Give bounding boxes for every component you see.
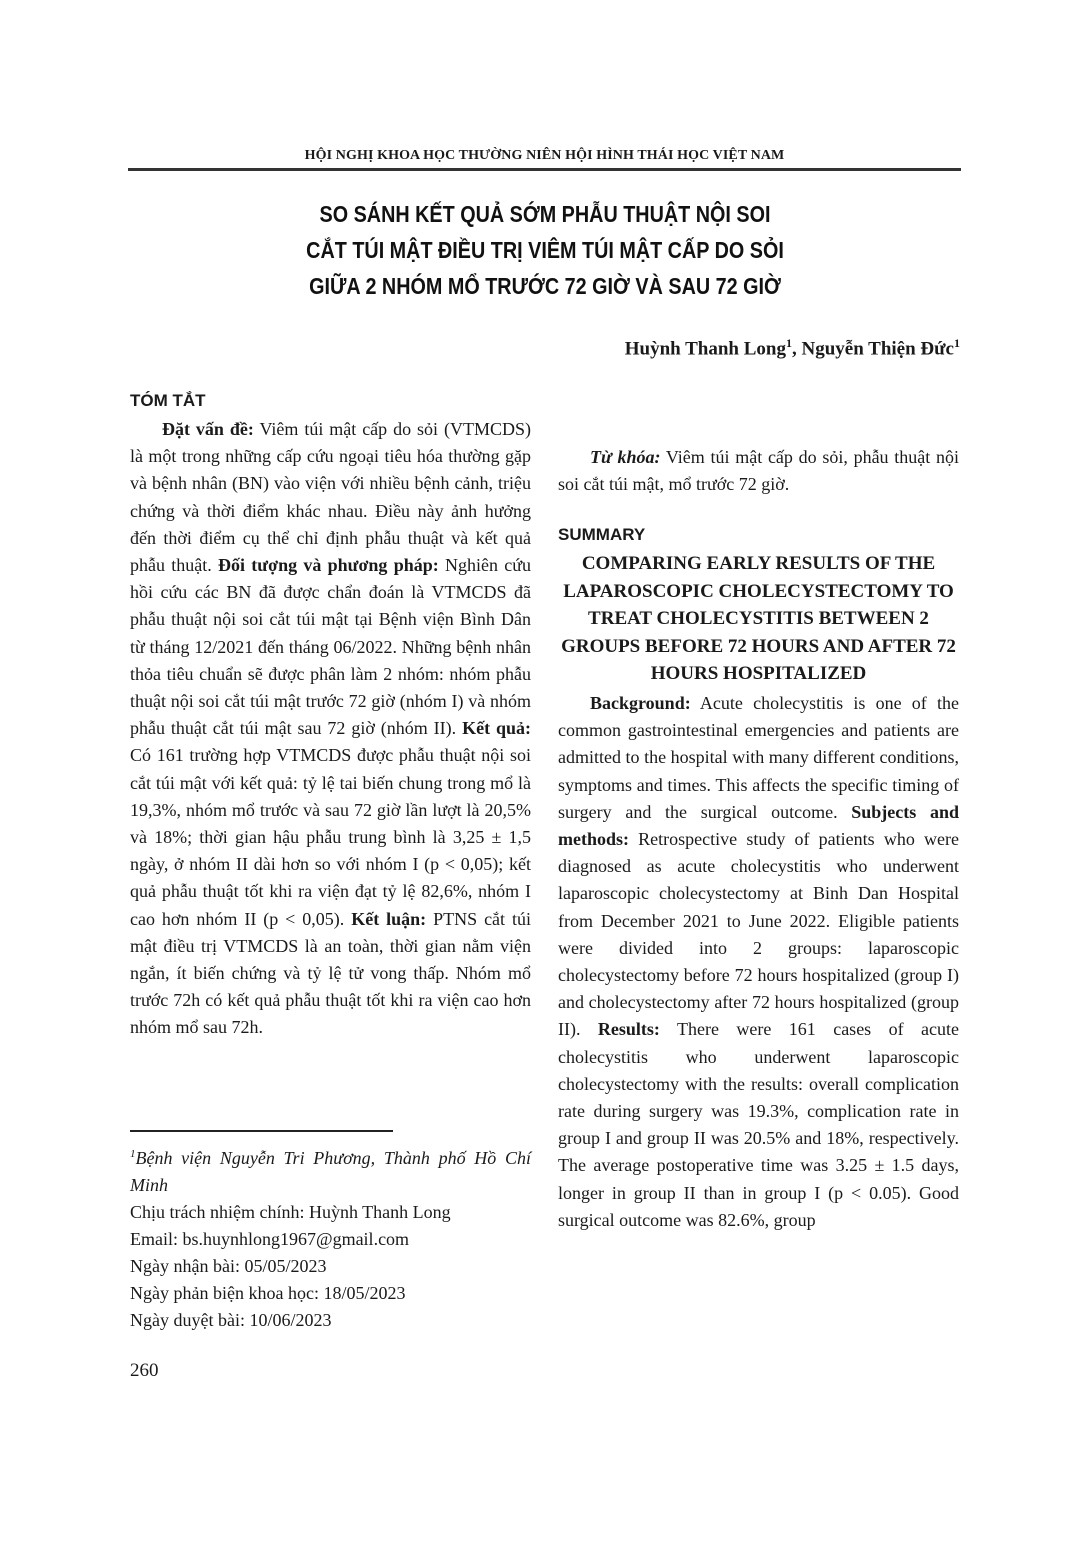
accepted-date: Ngày duyệt bài: 10/06/2023	[130, 1310, 332, 1330]
author-list	[625, 336, 960, 360]
paragraph-text: Viêm túi mật cấp do sỏi (VTMCDS) là một trong những cấp cứu ngoại tiêu hóa thường gặp và bệnh nhân (BN) vào viện với nhiều bệnh cảnh, triệu chứng và thời điểm khác nhau. Điều này ảnh hưởng đến thời điểm cụ thể chỉ định phẫu thuật và kết quả phẫu thuật.	[130, 419, 531, 576]
email-line: Email: bs.huynhlong1967@gmail.com	[130, 1229, 410, 1249]
running-header: HỘI NGHỊ KHOA HỌC THƯỜNG NIÊN HỘI HÌNH THÁI HỌC VIỆT NAM	[304, 148, 785, 163]
page-number: 260	[130, 1360, 159, 1381]
abstract-paragraph	[130, 416, 531, 1042]
title-line-2: CẮT TÚI MẬT ĐIỀU TRỊ VIÊM TÚI MẬT CẤP DO SỎI	[306, 237, 784, 263]
paragraph-text: Acute cholecystitis is one of the common gastrointestinal emergencies and patients are admitted to the hospital with many different conditions, symptoms and times. This affects the specific timing of surgery and the surgical outcome.	[558, 692, 959, 822]
title-line-1: SO SÁNH KẾT QUẢ SỚM PHẪU THUẬT NỘI SOI	[319, 201, 771, 227]
summary-heading: SUMMARY	[558, 525, 646, 545]
article-title	[160, 196, 930, 304]
affiliation-text: Bệnh viện Nguyễn Tri Phương, Thành phố Hồ Chí Minh	[130, 1148, 531, 1195]
section-label: Kết luận:	[351, 908, 427, 929]
paragraph-text: Có 161 trường hợp VTMCDS được phẫu thuật nội soi cắt túi mật với kết quả: tỷ lệ tai biến chung trong mổ là 19,3%, nhóm mổ trước và sau 72 giờ lần lượt là 20,5% và 18%; thời gian hậu phẫu trung bình là 3,25 ± 1,5 ngày, ở nhóm II dài hơn so với nhóm I (p < 0,05); kết quả phẫu thuật tốt khi ra viện đạt tỷ lệ 82,6%, nhóm I cao hơn nhóm II (p < 0,05).	[130, 745, 531, 929]
keywords-label: Từ khóa:	[590, 447, 661, 467]
author-name: Nguyễn Thiện Đức	[801, 338, 954, 360]
paragraph-text: There were 161 cases of acute cholecystitis who underwent laparoscopic cholecystectomy with the results: overall complication rate during surgery was 19.3%, complication rate in group I and group II was 20.5% and 18%, respectively. The average postoperative time was 3.25 ± 1.5 days, longer in group II than in group I (p < 0.05). Good surgical outcome was 82.6%, group	[558, 1019, 959, 1230]
section-label: Đặt vấn đề:	[162, 419, 254, 439]
abstract-vietnamese	[130, 388, 531, 1042]
english-title: COMPARING EARLY RESULTS OF THE LAPAROSCOPIC CHOLECYSTECTOMY TO TREAT CHOLECYSTITIS BETWEEN 2 GROUPS BEFORE 72 HOURS AND AFTER 72 HOURS HOSPITALIZED	[561, 553, 956, 685]
paragraph-text: Nghiên cứu hồi cứu các BN đã được chẩn đoán là VTMCDS đã phẫu thuật nội soi cắt túi mật tại Bệnh viện Bình Dân từ tháng 12/2021 đến tháng 06/2022. Những bệnh nhân thỏa tiêu chuẩn sẽ được phân làm 2 nhóm: nhóm phẫu thuật nội soi cắt túi mật trước 72 giờ (nhóm I) và nhóm phẫu thuật cắt túi mật sau 72 giờ (nhóm II).	[130, 555, 531, 739]
abstract-english	[558, 390, 959, 1234]
keywords-text: Viêm túi mật cấp do sỏi, phẫu thuật nội soi cắt túi mật, mổ trước 72 giờ.	[558, 447, 959, 495]
affiliation-marker: 1	[130, 1148, 136, 1160]
affiliation-marker: 1	[785, 336, 792, 350]
header-rule	[128, 168, 961, 171]
author-name: Huỳnh Thanh Long	[624, 338, 786, 360]
received-date: Ngày nhận bài: 05/05/2023	[130, 1256, 327, 1276]
footnotes	[130, 1141, 531, 1334]
author-separator: ,	[791, 338, 802, 360]
affiliation-marker: 1	[954, 336, 960, 350]
paragraph-text: PTNS cắt túi mật điều trị VTMCDS là an toàn, thời gian nằm viện ngắn, ít biến chứng và tỷ lệ tử vong thấp. Nhóm mổ trước 72h có kết quả phẫu thuật tốt khi ra viện cao hơn nhóm mổ sau 72h.	[130, 908, 531, 1038]
summary-paragraph	[558, 690, 959, 1234]
section-label: Đối tượng và phương pháp:	[218, 555, 439, 576]
keywords	[558, 444, 959, 498]
section-label: Kết quả:	[462, 718, 531, 739]
section-label: Background:	[590, 692, 691, 713]
footnote-rule	[130, 1130, 393, 1132]
affiliation-note	[130, 1141, 531, 1199]
title-line-3: GIỮA 2 NHÓM MỔ TRƯỚC 72 GIỜ VÀ SAU 72 GIỜ	[309, 273, 781, 299]
corresponding-author: Chịu trách nhiệm chính: Huỳnh Thanh Long	[130, 1202, 451, 1222]
paragraph-text: Retrospective study of patients who were diagnosed as acute cholecystitis who underwent laparoscopic cholecystectomy at Binh Dan Hospital from December 2021 to June 2022. Eligible patients were divided into 2 groups: laparoscopic cholecystectomy before 72 hours hospitalized (group I) and cholecystectomy after 72 hours hospitalized (group II).	[558, 828, 959, 1040]
section-label: Results:	[597, 1019, 660, 1040]
abstract-heading: TÓM TẮT	[130, 391, 206, 410]
section-label: Subjects and methods:	[558, 801, 959, 849]
review-date: Ngày phản biện khoa học: 18/05/2023	[130, 1283, 406, 1303]
